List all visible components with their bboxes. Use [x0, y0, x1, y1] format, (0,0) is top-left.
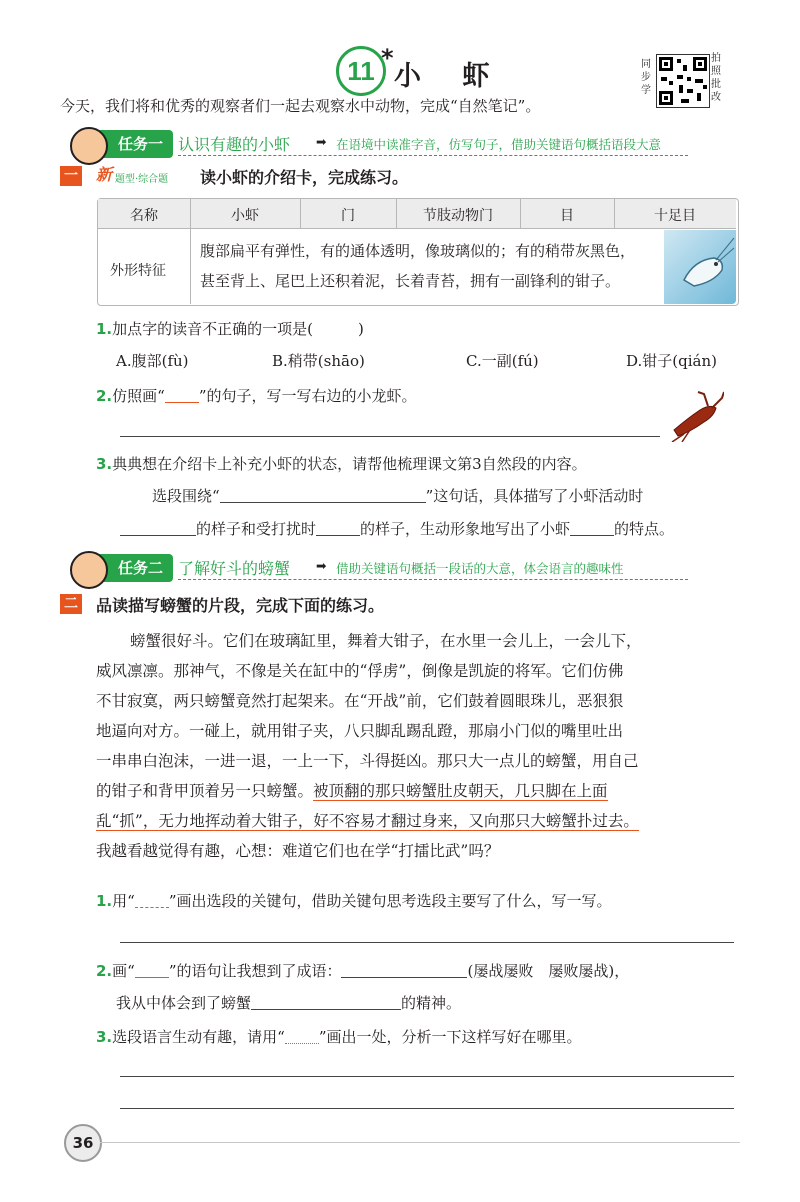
- underline-sample: [165, 387, 199, 403]
- section2-instruction: 品读描写螃蟹的片段，完成下面的练习。: [96, 596, 385, 615]
- crayfish-image: [664, 390, 724, 446]
- card-divider: [190, 228, 191, 304]
- answer-line[interactable]: [120, 436, 660, 437]
- fill-blank[interactable]: [570, 520, 614, 536]
- passage-line: 威风凛凛。那神气，不像是关在缸中的“俘虏”，倒像是凯旋的将军。它们仿佛: [96, 662, 624, 680]
- question-2-3: [96, 1026, 581, 1047]
- card-header-cell: 名称: [130, 208, 158, 224]
- footer-rule: [100, 1142, 740, 1143]
- question-number: 2.: [96, 387, 113, 405]
- optional-star: *: [381, 44, 394, 72]
- fill-text: 的特点。: [614, 520, 675, 538]
- card-header-cell: 节肢动物门: [423, 208, 493, 224]
- question-3: [96, 453, 587, 474]
- task1-badge: 任务一: [78, 130, 173, 158]
- question-number: 2.: [96, 962, 113, 980]
- section1-instruction: 读小虾的介绍卡，完成练习。: [200, 168, 409, 187]
- card-text-line: 腹部扁平有弹性，有的通体透明，像玻璃似的；有的稍带灰黑色，: [200, 242, 636, 260]
- option-c[interactable]: C.一副(fú): [466, 352, 539, 370]
- question-text: (屡战屡败 屡败屡战)，: [467, 962, 630, 980]
- qr-left-label: 同步学: [641, 59, 651, 96]
- question-2-2: [96, 960, 629, 981]
- question-text: ”的句子，写一写右边的小龙虾。: [198, 387, 417, 405]
- underlined-sentence: 乱“抓”，无力地挥动着大钳子，好不容易才翻过身来，又向那只大螃蟹扑过去。: [96, 812, 639, 830]
- passage-text: 的钳子和背甲顶着另一只螃蟹。: [96, 782, 314, 800]
- passage-line: 一串串白泡沫，一进一退，一上一下，斗得挺凶。那只大一点儿的螃蟹，用自己: [96, 752, 639, 770]
- underline-sample: [135, 892, 169, 908]
- fill-text: 的精神。: [401, 994, 462, 1012]
- intro-text: 今天，我们将和优秀的观察者们一起去观察水中动物，完成“自然笔记”。: [60, 97, 541, 115]
- question-2-1: [96, 890, 611, 911]
- student-avatar-icon: [70, 551, 108, 589]
- option-b[interactable]: B.稍带(shāo): [272, 352, 365, 370]
- question-text: ”画出一处，分析一下这样写好在哪里。: [318, 1028, 582, 1046]
- question-text: 典典想在介绍卡上补充小虾的状态，请帮他梳理课文第3自然段的内容。: [112, 455, 587, 473]
- question-text: 选段语言生动有趣，请用“: [112, 1028, 285, 1046]
- arrow-right-icon: ➡: [316, 134, 327, 149]
- section1-number: 一: [60, 166, 82, 186]
- new-tag: 新: [96, 165, 113, 184]
- lesson-number: 11: [336, 46, 386, 96]
- question-text: 加点字的读音不正确的一项是( ): [112, 320, 364, 338]
- task2-subtitle: 借助关键语句概括一段话的大意，体会语言的趣味性: [336, 561, 624, 576]
- question-text: 画“: [112, 962, 135, 980]
- question-number: 1.: [96, 320, 113, 338]
- card-header-cell: 小虾: [231, 208, 259, 224]
- fill-blank[interactable]: [341, 962, 467, 978]
- task2-title: 了解好斗的螃蟹: [178, 559, 291, 578]
- answer-line[interactable]: [120, 1108, 734, 1109]
- question-type-tag: 题型·综合题: [115, 174, 169, 185]
- qr-right-label: 拍照批改: [711, 53, 721, 103]
- fill-text: 的样子，生动形象地写出了小虾: [360, 520, 571, 538]
- shrimp-image: [664, 230, 736, 304]
- task1-title: 认识有趣的小虾: [178, 135, 291, 154]
- question-2-2-line-2: [116, 992, 461, 1013]
- question-text: ”画出选段的关键句，借助关键句思考选段主要写了什么，写一写。: [168, 892, 612, 910]
- fill-text: ”这句话，具体描写了小虾活动时: [425, 487, 644, 505]
- question-number: 3.: [96, 455, 113, 473]
- section2-number: 二: [60, 594, 82, 614]
- option-d[interactable]: D.钳子(qián): [626, 352, 717, 370]
- task1-subtitle: 在语境中读准字音，仿写句子，借助关键语句概括语段大意: [336, 137, 662, 152]
- passage-line: 地逼向对方。一碰上，就用钳子夹，八只脚乱踢乱蹬，那扇小门似的嘴里吐出: [96, 722, 624, 740]
- question-1: [96, 318, 364, 339]
- page-title: 小 虾: [394, 61, 506, 92]
- card-header-cell: 目: [560, 208, 574, 224]
- answer-line[interactable]: [120, 942, 734, 943]
- question-number: 3.: [96, 1028, 113, 1046]
- passage-line: [96, 776, 736, 807]
- question-text: 用“: [112, 892, 135, 910]
- passage-line: 不甘寂寞，两只螃蟹竟然打起架来。在“开战”前，它们鼓着圆眼珠儿，恶狠狠: [96, 692, 624, 710]
- fill-text: 我从中体会到了螃蟹: [116, 994, 252, 1012]
- option-a[interactable]: A.腹部(fù): [116, 352, 189, 370]
- wavy-line-sample: [285, 1028, 319, 1044]
- passage-line: 我越看越觉得有趣，心想：难道它们也在学“打擂比武”吗？: [96, 842, 500, 860]
- passage-line: [96, 806, 736, 837]
- question-text: ”的语句让我想到了成语：: [168, 962, 342, 980]
- page-number: 36: [64, 1124, 102, 1162]
- card-header-cell: 十足目: [654, 208, 696, 224]
- question-2: [96, 385, 416, 406]
- task1-divider: [178, 155, 688, 156]
- passage-line: 螃蟹很好斗。它们在玻璃缸里，舞着大钳子，在水里一会儿上，一会儿下，: [130, 632, 642, 650]
- fill-blank[interactable]: [120, 520, 196, 536]
- fill-blank[interactable]: [220, 487, 426, 503]
- question-3-fill-line-1: [152, 485, 643, 506]
- student-avatar-icon: [70, 127, 108, 165]
- task2-divider: [178, 579, 688, 580]
- answer-line[interactable]: [120, 1076, 734, 1077]
- fill-blank[interactable]: [251, 994, 401, 1010]
- qr-code-icon[interactable]: [656, 54, 710, 108]
- question-3-fill-line-2: [120, 518, 674, 539]
- underline-sample: [135, 962, 169, 978]
- fill-blank[interactable]: [316, 520, 360, 536]
- question-text: 仿照画“: [112, 387, 165, 405]
- fill-text: 选段围绕“: [152, 487, 220, 505]
- card-row-label: 外形特征: [110, 263, 166, 279]
- arrow-right-icon: ➡: [316, 558, 327, 573]
- card-header-cell: 门: [341, 208, 355, 224]
- task2-badge: 任务二: [78, 554, 173, 582]
- question-number: 1.: [96, 892, 113, 910]
- fill-text: 的样子和受打扰时: [196, 520, 317, 538]
- card-text-line: 甚至背上、尾巴上还积着泥，长着青苔，拥有一副锋利的钳子。: [200, 272, 621, 290]
- underlined-sentence: 被顶翻的那只螃蟹肚皮朝天，几只脚在上面: [313, 782, 608, 800]
